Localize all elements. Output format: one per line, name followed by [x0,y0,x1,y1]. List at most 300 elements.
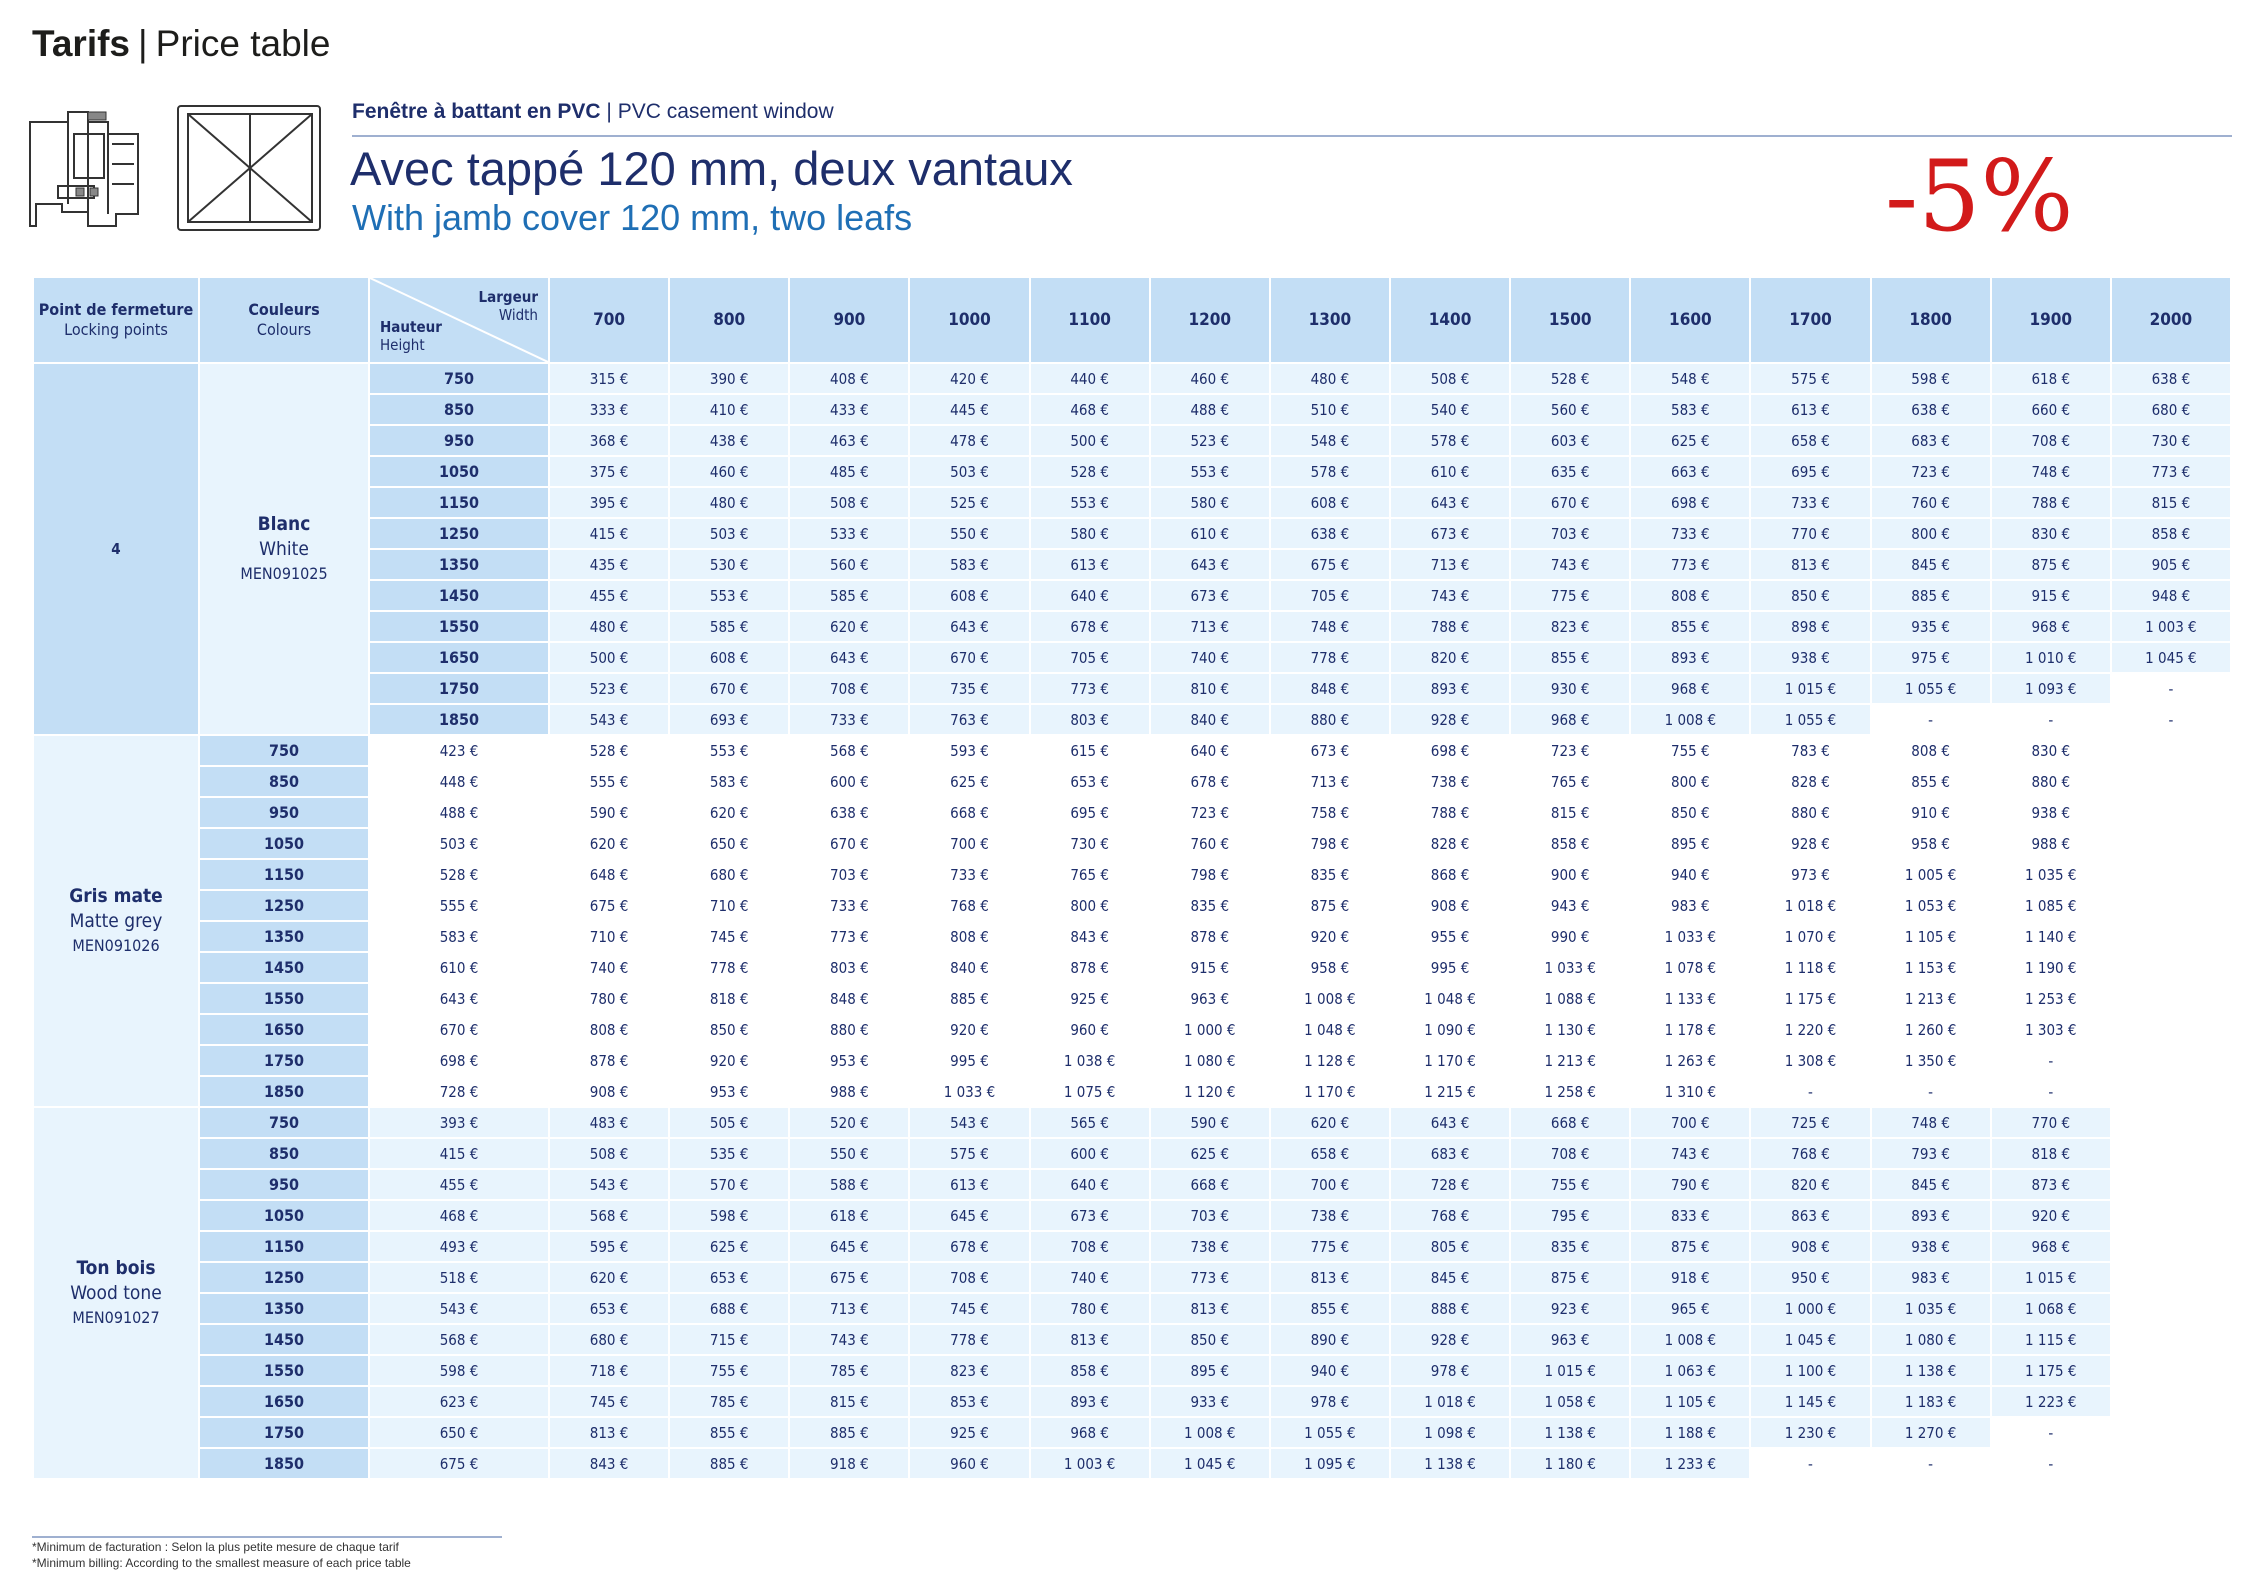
product-type-en: PVC casement window [617,100,834,123]
price-cell: 1 090 € [1390,1014,1510,1045]
price-cell: 910 € [1871,797,1991,828]
price-cell: 1 080 € [1871,1324,1991,1355]
price-cell: 880 € [1270,704,1390,735]
price-cell: 938 € [1871,1231,1991,1262]
price-cell: 393 € [369,1107,549,1138]
price-cell: 598 € [369,1355,549,1386]
price-cell: 485 € [789,456,909,487]
price-cell: 1 130 € [1510,1014,1630,1045]
price-cell: 880 € [1750,797,1870,828]
price-cell: 915 € [1150,952,1270,983]
price-cell: - [1750,1448,1870,1479]
table-row [33,1200,2231,1231]
price-cell: 698 € [1630,487,1750,518]
price-cell: 440 € [1030,363,1150,394]
price-cell: 553 € [669,580,789,611]
height-header-fr: Hauteur [380,318,442,336]
height-row-header: 1650 [199,1014,369,1045]
price-cell: 1 055 € [1871,673,1991,704]
table-row [33,1169,2231,1200]
price-cell: 1 105 € [1871,921,1991,952]
price-cell: 733 € [909,859,1029,890]
price-cell: 878 € [1150,921,1270,952]
price-cell: 1 175 € [1991,1355,2111,1386]
price-cell: 593 € [909,735,1029,766]
price-cell: 813 € [549,1417,669,1448]
price-cell: 653 € [1030,766,1150,797]
height-row-header: 850 [199,766,369,797]
price-cell: 650 € [369,1417,549,1448]
price-cell: 448 € [369,766,549,797]
table-row [33,859,2231,890]
price-cell: 1 085 € [1991,890,2111,921]
price-cell: 670 € [789,828,909,859]
price-cell: 700 € [909,828,1029,859]
price-cell: 415 € [549,518,669,549]
price-cell: 1 270 € [1871,1417,1991,1448]
price-cell: 1 033 € [909,1076,1029,1107]
price-cell: 770 € [1750,518,1870,549]
price-cell: 420 € [909,363,1029,394]
price-cell: 528 € [1510,363,1630,394]
price-cell: 508 € [789,487,909,518]
price-cell: - [2111,704,2231,735]
price-cell: 683 € [1871,425,1991,456]
price-cell: 1 003 € [2111,611,2231,642]
price-cell: 455 € [369,1169,549,1200]
price-cell: 643 € [1390,1107,1510,1138]
price-cell: 713 € [1390,549,1510,580]
price-cell: 773 € [1150,1262,1270,1293]
price-cell: 835 € [1270,859,1390,890]
price-cell: 765 € [1030,859,1150,890]
price-cell: 915 € [1991,580,2111,611]
price-cell: 713 € [1270,766,1390,797]
price-cell: 905 € [2111,549,2231,580]
table-row [33,363,2231,394]
price-cell: 620 € [549,1262,669,1293]
price-cell: 1 105 € [1630,1386,1750,1417]
price-cell: 1 080 € [1150,1045,1270,1076]
price-cell: 1 088 € [1510,983,1630,1014]
price-cell: 788 € [1991,487,2111,518]
price-cell: 713 € [789,1293,909,1324]
price-cell: 1 223 € [1991,1386,2111,1417]
price-cell: 880 € [1991,766,2111,797]
price-cell: 598 € [669,1200,789,1231]
price-cell: 588 € [789,1169,909,1200]
price-cell: 575 € [909,1138,1029,1169]
height-row-header: 850 [369,394,549,425]
price-cell: 675 € [789,1262,909,1293]
price-cell: 808 € [1630,580,1750,611]
price-cell: 638 € [789,797,909,828]
price-cell: 1 180 € [1510,1448,1630,1479]
price-cell: 643 € [909,611,1029,642]
price-cell: 1 045 € [1750,1324,1870,1355]
price-cell: 668 € [1510,1107,1630,1138]
height-row-header: 1850 [369,704,549,735]
price-cell: 1 140 € [1991,921,2111,952]
height-row-header: 750 [199,735,369,766]
price-cell: 740 € [549,952,669,983]
price-cell: 480 € [1270,363,1390,394]
price-cell: 1 045 € [2111,642,2231,673]
price-cell: 668 € [1150,1169,1270,1200]
price-cell: 508 € [549,1138,669,1169]
height-row-header: 1750 [369,673,549,704]
price-cell: 1 115 € [1991,1324,2111,1355]
price-cell: 640 € [1030,580,1150,611]
price-cell: 723 € [1150,797,1270,828]
price-cell: 848 € [789,983,909,1014]
price-cell: 460 € [1150,363,1270,394]
price-cell: 640 € [1030,1169,1150,1200]
price-cell: 590 € [549,797,669,828]
price-cell: 625 € [909,766,1029,797]
price-cell: 710 € [549,921,669,952]
colour-name-fr: Blanc [257,513,311,535]
table-row [33,890,2231,921]
price-cell: 1 118 € [1750,952,1870,983]
price-cell: 600 € [789,766,909,797]
price-cell: 875 € [1991,549,2111,580]
price-cell: 868 € [1390,859,1510,890]
price-cell: 740 € [1150,642,1270,673]
price-cell: 855 € [669,1417,789,1448]
price-cell: 815 € [2111,487,2231,518]
price-cell: 1 190 € [1991,952,2111,983]
width-column-header: 800 [669,277,789,363]
price-cell: 1 048 € [1270,1014,1390,1045]
price-cell: 613 € [1750,394,1870,425]
price-cell: 580 € [1150,487,1270,518]
price-cell: 893 € [1871,1200,1991,1231]
price-cell: 1 170 € [1390,1045,1510,1076]
price-cell: 645 € [909,1200,1029,1231]
price-cell: 955 € [1390,921,1510,952]
price-cell: 638 € [1871,394,1991,425]
price-cell: 803 € [789,952,909,983]
price-cell: 1 063 € [1630,1355,1750,1386]
price-cell: 768 € [1750,1138,1870,1169]
price-cell: 968 € [1510,704,1630,735]
price-cell: 683 € [1390,1138,1510,1169]
header-row [33,277,2231,363]
price-cell: 988 € [789,1076,909,1107]
height-row-header: 1250 [369,518,549,549]
width-header-en: Width [498,306,538,324]
table-row [33,1324,2231,1355]
price-cell: 873 € [1991,1169,2111,1200]
price-cell: 610 € [1390,456,1510,487]
price-cell: 1 230 € [1750,1417,1870,1448]
price-cell: 855 € [1630,611,1750,642]
width-column-header: 1300 [1270,277,1390,363]
price-cell: 813 € [1750,549,1870,580]
price-cell: 908 € [1750,1231,1870,1262]
price-cell: 775 € [1510,580,1630,611]
price-cell: 635 € [1510,456,1630,487]
table-row [33,1138,2231,1169]
price-cell: 780 € [1030,1293,1150,1324]
price-cell: 990 € [1510,921,1630,952]
price-cell: 738 € [1270,1200,1390,1231]
height-row-header: 750 [199,1107,369,1138]
price-cell: 610 € [1150,518,1270,549]
price-cell: 620 € [1270,1107,1390,1138]
price-cell: 1 015 € [1750,673,1870,704]
price-cell: 555 € [549,766,669,797]
height-row-header: 1050 [199,828,369,859]
price-cell: 585 € [669,611,789,642]
price-cell: 733 € [1750,487,1870,518]
price-cell: 610 € [369,952,549,983]
heading-en: With jamb cover 120 mm, two leafs [352,197,913,238]
price-cell: 1 308 € [1750,1045,1870,1076]
price-cell: 518 € [369,1262,549,1293]
price-cell: 950 € [1750,1262,1870,1293]
price-cell: 673 € [1270,735,1390,766]
price-cell: 680 € [549,1324,669,1355]
price-cell: 1 058 € [1510,1386,1630,1417]
price-cell: 618 € [789,1200,909,1231]
price-cell: 1 170 € [1270,1076,1390,1107]
width-column-header: 1800 [1871,277,1991,363]
price-cell: 695 € [1750,456,1870,487]
price-cell: 715 € [669,1324,789,1355]
price-cell: 523 € [1150,425,1270,456]
price-cell: 1 038 € [1030,1045,1150,1076]
price-cell: - [1991,704,2111,735]
colour-cell [199,363,369,735]
price-cell: 770 € [1991,1107,2111,1138]
height-row-header: 1050 [199,1200,369,1231]
price-cell: 608 € [909,580,1029,611]
price-cell: 878 € [1030,952,1150,983]
price-cell: 1 153 € [1871,952,1991,983]
price-cell: 893 € [1390,673,1510,704]
price-cell: 650 € [669,828,789,859]
price-cell: 920 € [909,1014,1029,1045]
price-cell: 875 € [1270,890,1390,921]
price-cell: 763 € [909,704,1029,735]
price-cell: 1 215 € [1390,1076,1510,1107]
discount-badge: -5% [1885,140,2074,254]
height-row-header: 1550 [369,611,549,642]
price-cell: 813 € [1030,1324,1150,1355]
price-cell: 1 053 € [1871,890,1991,921]
price-cell: 583 € [669,766,789,797]
table-row [33,1448,2231,1479]
price-cell: 775 € [1270,1231,1390,1262]
width-column-header: 1200 [1150,277,1270,363]
footnote-fr: *Minimum de facturation : Selon la plus petite mesure de chaque tarif [32,1540,399,1554]
price-cell: 958 € [1270,952,1390,983]
price-cell: 583 € [1630,394,1750,425]
price-cell: 835 € [1150,890,1270,921]
price-cell: 858 € [1510,828,1630,859]
price-cell: 983 € [1630,890,1750,921]
price-cell: 1 263 € [1630,1045,1750,1076]
price-cell: 725 € [1750,1107,1870,1138]
price-cell: 540 € [1390,394,1510,425]
price-cell: 845 € [1390,1262,1510,1293]
price-cell: 1 008 € [1270,983,1390,1014]
price-cell: 843 € [1030,921,1150,952]
width-column-header: 700 [549,277,669,363]
price-cell: 925 € [909,1417,1029,1448]
price-cell: 570 € [669,1169,789,1200]
price-cell: 1 138 € [1510,1417,1630,1448]
width-header-fr: Largeur [478,288,538,306]
price-cell: 643 € [1150,549,1270,580]
price-cell: 480 € [669,487,789,518]
price-cell: 768 € [1390,1200,1510,1231]
price-cell: - [1991,1045,2111,1076]
page-title-bold: Tarifs [32,23,131,64]
price-cell: 908 € [549,1076,669,1107]
price-cell: 375 € [549,456,669,487]
price-cell: 963 € [1150,983,1270,1014]
price-cell: 968 € [1630,673,1750,704]
price-cell: 1 120 € [1150,1076,1270,1107]
colour-cell [33,1107,199,1479]
price-cell: 520 € [789,1107,909,1138]
table-row [33,828,2231,859]
price-cell: 908 € [1390,890,1510,921]
price-cell: 875 € [1510,1262,1630,1293]
height-row-header: 850 [199,1138,369,1169]
price-cell: 525 € [909,487,1029,518]
price-cell: 745 € [669,921,789,952]
price-cell: 850 € [1630,797,1750,828]
price-cell: 708 € [1030,1231,1150,1262]
price-cell: 658 € [1270,1138,1390,1169]
price-cell: 1 145 € [1750,1386,1870,1417]
price-cell: 1 010 € [1991,642,2111,673]
price-cell: 1 048 € [1390,983,1510,1014]
price-cell: 493 € [369,1231,549,1262]
height-row-header: 1350 [369,549,549,580]
price-cell: 743 € [1630,1138,1750,1169]
price-cell: 638 € [2111,363,2231,394]
price-cell: 1 035 € [1871,1293,1991,1324]
height-row-header: 1850 [199,1076,369,1107]
table-row [33,952,2231,983]
price-cell: 643 € [369,983,549,1014]
height-row-header: 1050 [369,456,549,487]
width-column-header: 900 [789,277,909,363]
height-row-header: 950 [199,797,369,828]
price-cell: 643 € [1390,487,1510,518]
price-cell: 505 € [669,1107,789,1138]
price-cell: 543 € [549,704,669,735]
price-cell: 953 € [669,1076,789,1107]
price-cell: 1 003 € [1030,1448,1150,1479]
height-row-header: 1350 [199,921,369,952]
price-cell: 478 € [909,425,1029,456]
price-cell: 785 € [669,1386,789,1417]
price-cell: 578 € [1390,425,1510,456]
price-cell: 1 233 € [1630,1448,1750,1479]
price-cell: 963 € [1510,1324,1630,1355]
price-cell: 678 € [1150,766,1270,797]
page-title [32,20,330,68]
price-cell: 820 € [1390,642,1510,673]
price-cell: 1 188 € [1630,1417,1750,1448]
width-column-header: 1500 [1510,277,1630,363]
colours-header-fr: Couleurs [248,300,320,319]
price-cell: 995 € [1390,952,1510,983]
price-cell: 968 € [1991,611,2111,642]
price-cell: 1 033 € [1510,952,1630,983]
table-row [33,1231,2231,1262]
price-cell: 788 € [1390,797,1510,828]
height-row-header: 1550 [199,983,369,1014]
width-column-header: 1700 [1750,277,1870,363]
price-cell: 995 € [909,1045,1029,1076]
price-cell: 828 € [1390,828,1510,859]
price-cell: 928 € [1750,828,1870,859]
price-cell: 778 € [909,1324,1029,1355]
price-cell: 968 € [1991,1231,2111,1262]
price-cell: 798 € [1150,859,1270,890]
price-table [32,276,2232,1480]
price-cell: 488 € [369,797,549,828]
window-illustration-icon [28,104,324,234]
price-cell: 790 € [1630,1169,1750,1200]
price-cell: 828 € [1750,766,1870,797]
price-cell: 705 € [1270,580,1390,611]
price-cell: 773 € [2111,456,2231,487]
price-cell: 1 075 € [1030,1076,1150,1107]
price-cell: 938 € [1750,642,1870,673]
price-cell: 645 € [789,1231,909,1262]
price-cell: 728 € [1390,1169,1510,1200]
price-cell: 898 € [1750,611,1870,642]
price-cell: 1 178 € [1630,1014,1750,1045]
price-cell: 893 € [1030,1386,1150,1417]
locking-points-header-fr: Point de fermeture [38,300,194,319]
price-cell: 943 € [1510,890,1630,921]
price-cell: 608 € [1270,487,1390,518]
price-cell: 768 € [909,890,1029,921]
price-cell: 438 € [669,425,789,456]
price-cell: 723 € [1510,735,1630,766]
price-cell: 953 € [789,1045,909,1076]
price-cell: 1 253 € [1991,983,2111,1014]
width-header [479,288,538,324]
price-cell: 918 € [1630,1262,1750,1293]
price-cell: 940 € [1270,1355,1390,1386]
height-row-header: 1650 [199,1386,369,1417]
price-cell: 695 € [1030,797,1150,828]
price-cell: 855 € [1871,766,1991,797]
price-cell: 1 093 € [1991,673,2111,704]
price-cell: 625 € [1150,1138,1270,1169]
price-cell: 658 € [1750,425,1870,456]
height-row-header: 1250 [199,1262,369,1293]
price-cell: 1 128 € [1270,1045,1390,1076]
price-cell: 785 € [789,1355,909,1386]
price-cell: 743 € [789,1324,909,1355]
price-cell: 643 € [789,642,909,673]
colour-cell [33,735,199,1107]
price-cell: 798 € [1270,828,1390,859]
price-cell: 368 € [549,425,669,456]
height-row-header: 1850 [199,1448,369,1479]
